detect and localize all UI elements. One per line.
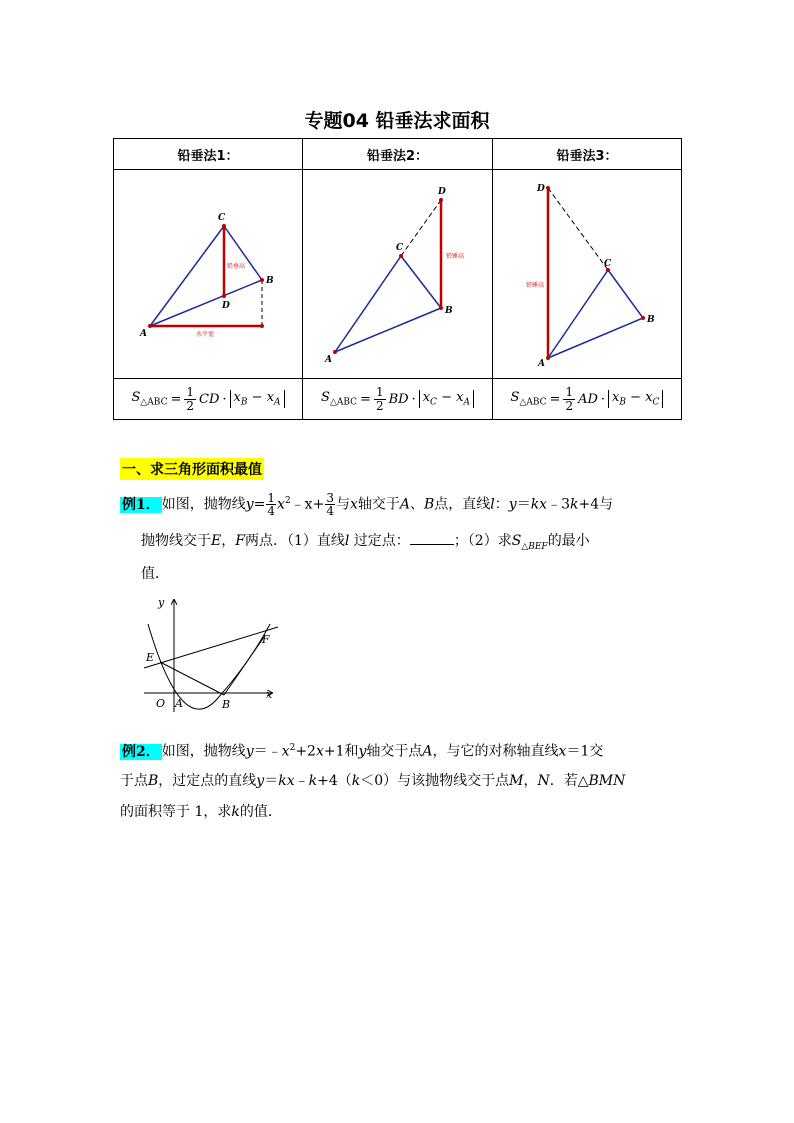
m2-point-C: C xyxy=(396,243,404,253)
m3-point-B: B xyxy=(647,315,655,325)
method2-diagram xyxy=(303,170,493,378)
example2-line1: 例2． 如图，抛物线$y=﹣x^2+2x+1$和y轴交于点A，与它的对称轴直线x＝1交 xyxy=(122,743,604,760)
example1-line2: 抛物线交于E，F两点．（1）直线l 过定点： ；（2）求$S_{\triangle BEF}$的最小 xyxy=(141,526,590,562)
example2-line3: 的面积等于 1，求k的值． xyxy=(120,804,282,820)
graph-A-label: A xyxy=(175,697,183,710)
m3-height-label: 铅锤高 xyxy=(526,282,545,289)
example1-label: 例1． xyxy=(122,496,160,513)
method1-diagram xyxy=(114,170,303,378)
m1-point-B: B xyxy=(266,276,274,286)
m2-height-label: 铅锤高 xyxy=(446,253,465,260)
m2-point-A: A xyxy=(325,355,332,365)
graph-x-label: x xyxy=(266,688,273,701)
example1-line3: 值． xyxy=(141,566,169,582)
graph-B-label: B xyxy=(222,698,231,711)
example2-label: 例2． xyxy=(122,743,160,760)
m1-point-C: C xyxy=(218,213,226,223)
m3-point-C: C xyxy=(604,259,612,269)
m1-point-D: D xyxy=(222,301,230,311)
example1-graph xyxy=(138,594,283,716)
m1-width-label: 水平宽 xyxy=(196,331,215,338)
m1-point-A: A xyxy=(140,329,147,339)
graph-E-label: E xyxy=(146,651,155,664)
method3-diagram xyxy=(493,170,682,378)
methods-table xyxy=(113,138,682,420)
method2-header: 铅垂法2： xyxy=(303,139,493,170)
method1-formula: $S_{\triangle ABC}$ = $\frac{1}{2}$ CD · $x_B - x_A$ xyxy=(114,379,303,420)
graph-F-label: F xyxy=(262,633,270,646)
method3-figure-cell xyxy=(493,170,682,379)
m2-point-D: D xyxy=(438,187,446,197)
method2-formula: $S_{\triangle ABC}$ = $\frac{1}{2}$ BD · $x_C - x_A$ xyxy=(303,379,493,420)
graph-O-label: O xyxy=(156,697,166,710)
m2-point-B: B xyxy=(445,306,453,316)
page-title: 专题04 铅垂法求面积 xyxy=(304,110,490,132)
m1-height-label: 铅垂高 xyxy=(227,263,246,270)
section-heading: 一、求三角形面积最值 xyxy=(120,458,264,480)
method3-formula: $S_{\triangle ABC}$ = $\frac{1}{2}$ AD · $x_B - x_C$ xyxy=(493,379,682,420)
m3-point-A: A xyxy=(538,359,545,369)
method3-header: 铅垂法3： xyxy=(493,139,682,170)
example2-line2: 于点B，过定点的直线y＝kx﹣k+4（k＜0）与该抛物线交于点M，N．若△BMN xyxy=(120,773,626,789)
answer-blank[interactable] xyxy=(410,530,454,545)
graph-y-label: y xyxy=(158,596,165,609)
method1-figure-cell xyxy=(114,170,303,379)
example1-line1: 例1． 如图，抛物线y= $\frac{1}{4}$ $x^2﹣x+$ $\frac{3}{4}$ 与x轴交于A、B点，直线l：y＝kx﹣3k+4与 xyxy=(122,491,614,519)
method1-header: 铅垂法1： xyxy=(114,139,303,170)
method2-figure-cell xyxy=(303,170,493,379)
m3-point-D: D xyxy=(537,184,545,194)
